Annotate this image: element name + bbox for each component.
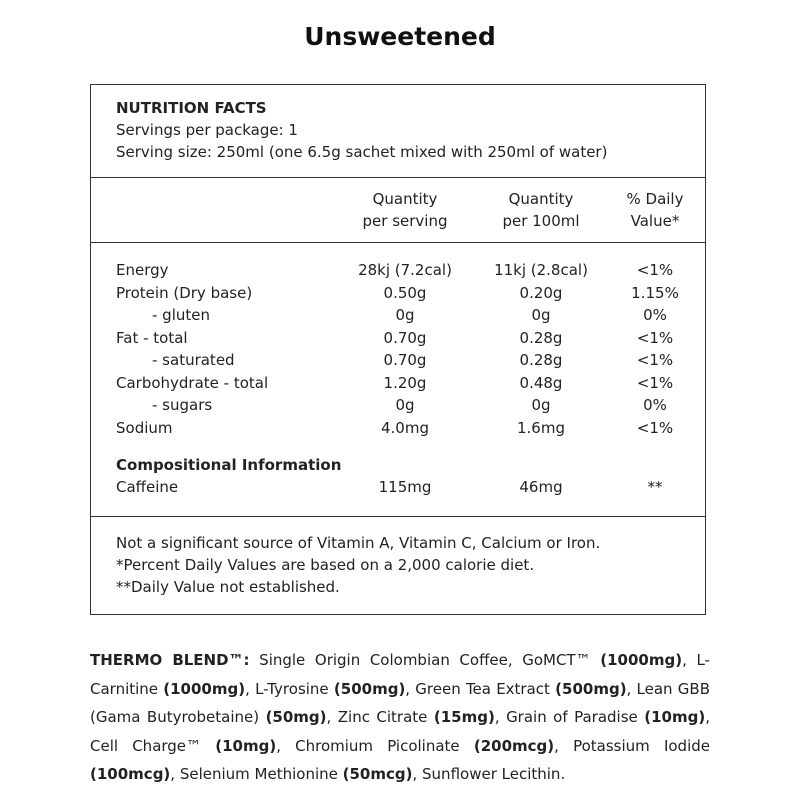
value-per-100ml: 0.28g [519, 351, 563, 369]
ingredient-name: Single Origin Colombian Coffee [259, 651, 508, 669]
ingredient-name: Cell Charge™ [90, 736, 202, 755]
value-per-100ml: 46mg [519, 478, 563, 496]
footnote: *Percent Daily Values are based on a 2,000 calorie diet. [116, 556, 535, 574]
row-label: Protein (Dry base) [116, 283, 253, 302]
ingredient-name: Chromium Picolinate [295, 736, 460, 755]
ingredient-name: Potassium Iodide [573, 736, 710, 755]
row-label: - saturated [152, 351, 235, 369]
ingredient-amount: (10mg) [644, 708, 706, 726]
serving-size: Serving size: 250ml (one 6.5g sachet mixed with 250ml of water) [116, 143, 608, 161]
value-per-serving: 0.50g [383, 283, 427, 302]
value-per-100ml: 0.28g [519, 328, 563, 347]
ingredient-amount: (1000mg) [163, 679, 246, 698]
servings-per-package: Servings per package: 1 [116, 121, 298, 139]
ingredient-amount: (200mcg) [473, 736, 555, 755]
value-daily: <1% [636, 261, 674, 279]
ingredient-amount: (50mcg) [342, 765, 413, 783]
ingredient-amount: (500mg) [333, 679, 406, 698]
nutrition-facts-heading: NUTRITION FACTS [116, 99, 267, 117]
blend-end: . [560, 765, 566, 783]
compositional-heading: Compositional Information [116, 456, 342, 474]
value-per-serving: 0g [395, 396, 415, 414]
row-label: Sodium [116, 418, 173, 437]
ingredient-name: Grain of Paradise [506, 708, 638, 726]
value-daily: <1% [636, 373, 674, 392]
row-label: - gluten [152, 306, 210, 324]
ingredient-name: Zinc Citrate [337, 708, 428, 726]
thermo-blend-ingredients: THERMO BLEND™: Single Origin Colombian Coffee, GoMCT™ (1000mg), L-Carnitine (1000mg), L-Tyrosine (500mg), Green Tea Extract (500mg), Lean GBB (Gama Butyrobetaine) (50mg), Zinc Citrate (15mg), Grain of Paradise (10mg), Cell Charge™ (10mg), Chromium Picolinate (200mcg), Potassium Iodide (100mcg), Selenium Methionine (50mcg), Sunflower Lecithin. [90, 651, 710, 783]
ingredient-name: Selenium Methionine [179, 765, 338, 783]
divider [91, 242, 705, 243]
value-per-100ml: 0.48g [519, 373, 563, 392]
ingredient-name: L-Carnitine [90, 651, 710, 698]
value-per-100ml: 0g [531, 396, 551, 414]
value-per-serving: 1.20g [383, 373, 427, 392]
value-daily: ** [647, 478, 663, 496]
ingredient-amount: (10mg) [215, 736, 277, 755]
value-per-serving: 0g [395, 306, 415, 324]
footnote: **Daily Value not established. [116, 578, 340, 596]
value-daily: 0% [643, 396, 667, 414]
column-header-line: per 100ml [502, 212, 580, 230]
row-label: Energy [116, 261, 169, 279]
column-header-line: % Daily [626, 190, 684, 208]
row-label: Carbohydrate - total [116, 373, 269, 392]
row-label: Caffeine [116, 478, 179, 496]
ingredient-amount: (100mcg) [90, 765, 171, 783]
value-per-100ml: 1.6mg [517, 418, 565, 437]
value-daily: <1% [636, 328, 674, 347]
value-daily: <1% [636, 351, 674, 369]
ingredient-amount: (1000mg) [600, 651, 683, 669]
value-per-serving: 4.0mg [381, 418, 429, 437]
divider [91, 516, 705, 517]
value-per-100ml: 0g [531, 306, 551, 324]
blend-label: THERMO BLEND™: [90, 651, 250, 669]
row-label: Fat - total [116, 328, 188, 347]
value-daily: 1.15% [631, 283, 679, 302]
value-per-100ml: 0.20g [519, 283, 563, 302]
column-header-line: Value* [630, 212, 680, 230]
column-header-daily-value [590, 188, 720, 232]
column-header-line: Quantity [508, 190, 574, 208]
nutrition-facts-panel [90, 84, 706, 615]
page-title: Unsweetened [304, 22, 496, 51]
value-per-serving: 115mg [378, 478, 432, 496]
value-per-serving: 0.70g [383, 351, 427, 369]
ingredient-name: Green Tea Extract [415, 679, 550, 698]
value-daily: <1% [636, 418, 674, 437]
footnote: Not a significant source of Vitamin A, Vitamin C, Calcium or Iron. [116, 534, 601, 552]
value-per-serving: 28kj (7.2cal) [358, 261, 452, 279]
ingredient-name: Sunflower Lecithin [422, 765, 561, 783]
column-header-line: per serving [362, 212, 448, 230]
ingredient-name: L-Tyrosine [255, 679, 329, 698]
ingredient-amount: (500mg) [555, 679, 627, 698]
ingredient-name: Lean GBB (Gama Butyrobetaine) [90, 679, 710, 726]
value-per-100ml: 11kj (2.8cal) [494, 261, 588, 279]
row-label: - sugars [152, 396, 213, 414]
ingredient-amount: (15mg) [433, 708, 495, 726]
divider [91, 177, 705, 178]
ingredient-name: GoMCT™ [522, 651, 591, 669]
ingredient-amount: (50mg) [265, 708, 327, 726]
value-per-serving: 0.70g [383, 328, 427, 347]
value-daily: 0% [643, 306, 667, 324]
column-header-line: Quantity [372, 190, 438, 208]
